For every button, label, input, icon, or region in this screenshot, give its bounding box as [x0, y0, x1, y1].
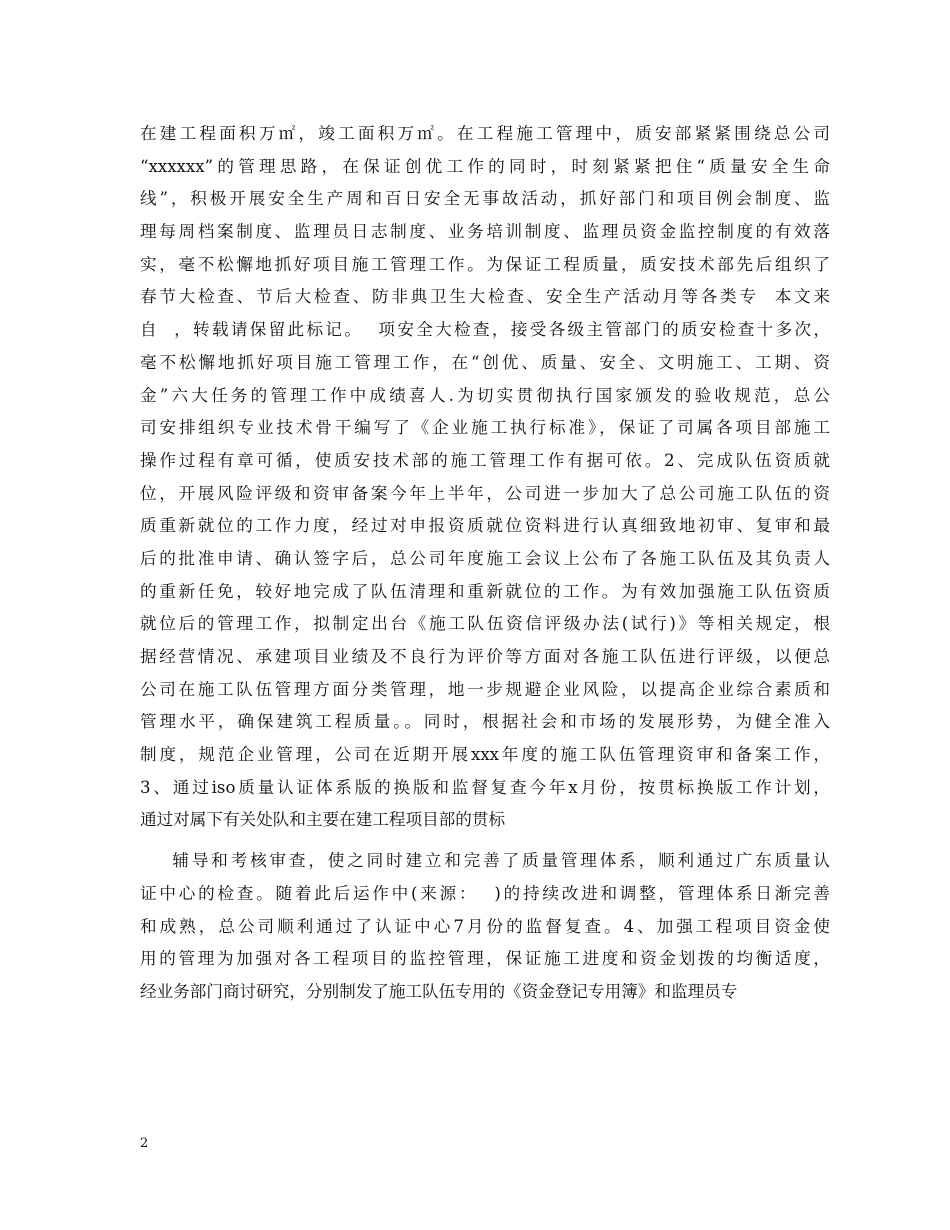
text-line: 后的批准申请、确认签字后，总公司年度施工会议上公布了各施工队伍及其负责人	[140, 548, 830, 568]
text-line: 毫不松懈地抓好项目施工管理工作，在“创优、质量、安全、文明施工、工期、资	[140, 352, 830, 372]
text-line: 经业务部门商讨研究，分别制发了施工队伍专用的《资金登记专用簿》和监理员专	[140, 981, 738, 1001]
text-line: 和成熟，总公司顺利通过了认证中心7月份的监督复查。4、加强工程项目资金使	[140, 916, 830, 936]
text-line: 3、通过iso质量认证体系版的换版和监督复查今年x月份，按贯标换版工作计划，	[140, 777, 830, 797]
text-line: 春节大检查、节后大检查、防非典卫生大检查、安全生产活动月等各类专 本文来	[140, 287, 830, 307]
text-line: 用的管理为加强对各工程项目的监控管理，保证施工进度和资金划拨的均衡适度，	[140, 949, 830, 969]
text-line: 线”，积极开展安全生产周和百日安全无事故活动，抓好部门和项目例会制度、监	[140, 189, 830, 209]
paragraph	[140, 845, 830, 1008]
text-line: 金”六大任务的管理工作中成绩喜人.为切实贯彻执行国家颁发的验收规范，总公	[140, 385, 830, 405]
text-line: 理每周档案制度、监理员日志制度、业务培训制度、监理员资金监控制度的有效落	[140, 222, 830, 242]
page-number: 2	[140, 1136, 149, 1151]
paragraph-gap	[140, 837, 830, 845]
text-line: 的重新任免，较好地完成了队伍清理和重新就位的工作。为有效加强施工队伍资质	[140, 581, 830, 601]
text-line: 质重新就位的工作力度，经过对申报资质就位资料进行认真细致地初审、复审和最	[140, 516, 830, 536]
text-line: 证中心的检查。随着此后运作中(来源： )的持续改进和调整，管理体系日渐完善	[140, 883, 830, 903]
text-line: “xxxxxx”的管理思路，在保证创优工作的同时，时刻紧紧把住“质量安全生命	[140, 156, 830, 176]
text-line: 通过对属下有关处队和主要在建工程项目部的贯标	[140, 810, 506, 830]
text-line: 操作过程有章可循，使质安技术部的施工管理工作有据可依。2、完成队伍资质就	[140, 450, 830, 470]
text-line: 管理水平，确保建筑工程质量。。同时，根据社会和市场的发展形势，为健全准入	[140, 712, 830, 732]
text-line: 实，毫不松懈地抓好项目施工管理工作。为保证工程质量，质安技术部先后组织了	[140, 254, 830, 274]
text-line: 在建工程面积万㎡，竣工面积万㎡。在工程施工管理中，质安部紧紧围绕总公司	[140, 124, 830, 143]
text-line: 辅导和考核审查，使之同时建立和完善了质量管理体系，顺利通过广东质量认	[140, 851, 830, 871]
text-line: 制度，规范企业管理，公司在近期开展xxx年度的施工队伍管理资审和备案工作，	[140, 745, 830, 765]
body-text	[140, 118, 830, 1009]
paragraph	[140, 118, 830, 837]
text-line: 司安排组织专业技术骨干编写了《企业施工执行标准》，保证了司属各项目部施工	[140, 418, 830, 438]
text-line: 自 ，转载请保留此标记。 项安全大检查，接受各级主管部门的质安检查十多次，	[140, 320, 830, 340]
text-line: 就位后的管理工作，拟制定出台《施工队伍资信评级办法(试行)》等相关规定，根	[140, 614, 830, 634]
text-line: 据经营情况、承建项目业绩及不良行为评价等方面对各施工队伍进行评级，以便总	[140, 647, 830, 666]
text-line: 公司在施工队伍管理方面分类管理，地一步规避企业风险，以提高企业综合素质和	[140, 679, 830, 699]
text-line: 位，开展风险评级和资审备案今年上半年，公司进一步加大了总公司施工队伍的资	[140, 483, 830, 503]
